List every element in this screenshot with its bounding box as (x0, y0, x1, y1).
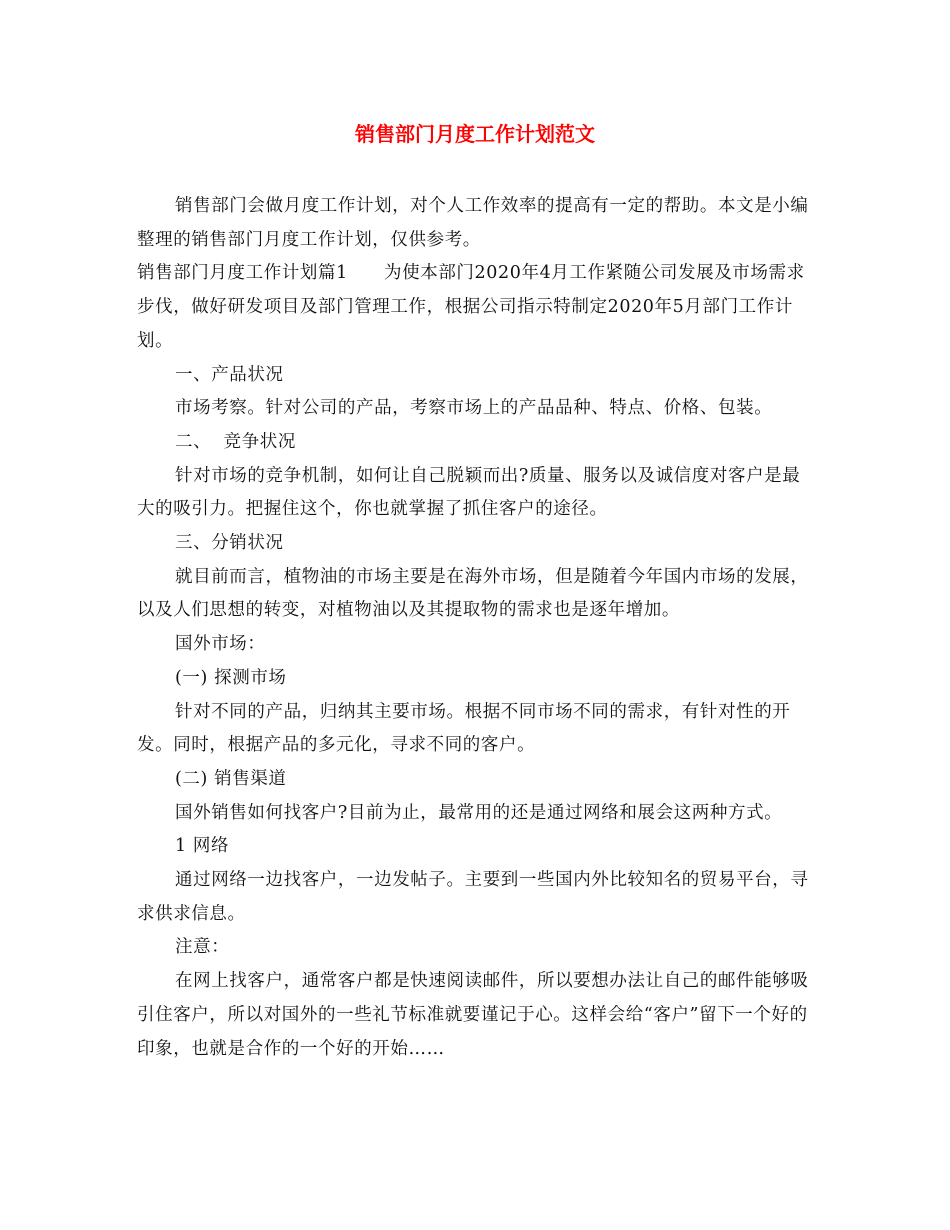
paragraph: 国外销售如何找客户?目前为止，最常用的还是通过网络和展会这两种方式。 (175, 802, 783, 823)
paragraph: 国外市场： (175, 634, 266, 655)
subsection-heading: (一) 探测市场 (175, 667, 287, 688)
paragraph: 通过网络一边找客户，一边发帖子。主要到一些国内外比较知名的贸易平台，寻求供求信息。 (137, 870, 809, 924)
paragraph: 市场考察。针对公司的产品，考察市场上的产品品种、特点、价格、包装。 (175, 398, 773, 419)
paragraph: 销售部门月度工作计划篇1 为使本部门2020年4月工作紧随公司发展及市场需求步伐，做好研发项目及部门管理工作，根据公司指示特制定2020年5月部门工作计划。 (137, 263, 805, 351)
paragraph: 就目前而言，植物油的市场主要是在海外市场，但是随着今年国内市场的发展，以及人们思想的转变，对植物油以及其提取物的需求也是逐年增加。 (137, 566, 809, 621)
section-heading: 三、分销状况 (175, 533, 284, 554)
subsection-heading: (二) 销售渠道 (175, 768, 287, 789)
section-heading: 一、产品状况 (175, 364, 284, 385)
document-body (137, 190, 815, 1066)
subsection-heading: 1 网络 (175, 836, 230, 857)
document-title: 销售部门月度工作计划范文 (355, 122, 595, 146)
paragraph: 注意： (175, 937, 230, 958)
paragraph: 针对不同的产品，归纳其主要市场。根据不同市场不同的需求，有针对性的开发。同时，根据产品的多元化，寻求不同的客户。 (137, 701, 791, 756)
paragraph: 在网上找客户，通常客户都是快速阅读邮件，所以要想办法让自己的邮件能够吸引住客户，所以对国外的一些礼节标准就要谨记于心。这样会给“客户”留下一个好的印象，也就是合作的一个好的开始…… (137, 971, 809, 1059)
section-heading: 二、 竞争状况 (175, 431, 296, 452)
paragraph: 销售部门会做月度工作计划，对个人工作效率的提高有一定的帮助。本文是小编整理的销售部门月度工作计划，仅供参考。 (137, 196, 809, 250)
paragraph: 针对市场的竞争机制，如何让自己脱颖而出?质量、服务以及诚信度对客户是最大的吸引力。把握住这个，你也就掌握了抓住客户的途径。 (137, 465, 801, 520)
